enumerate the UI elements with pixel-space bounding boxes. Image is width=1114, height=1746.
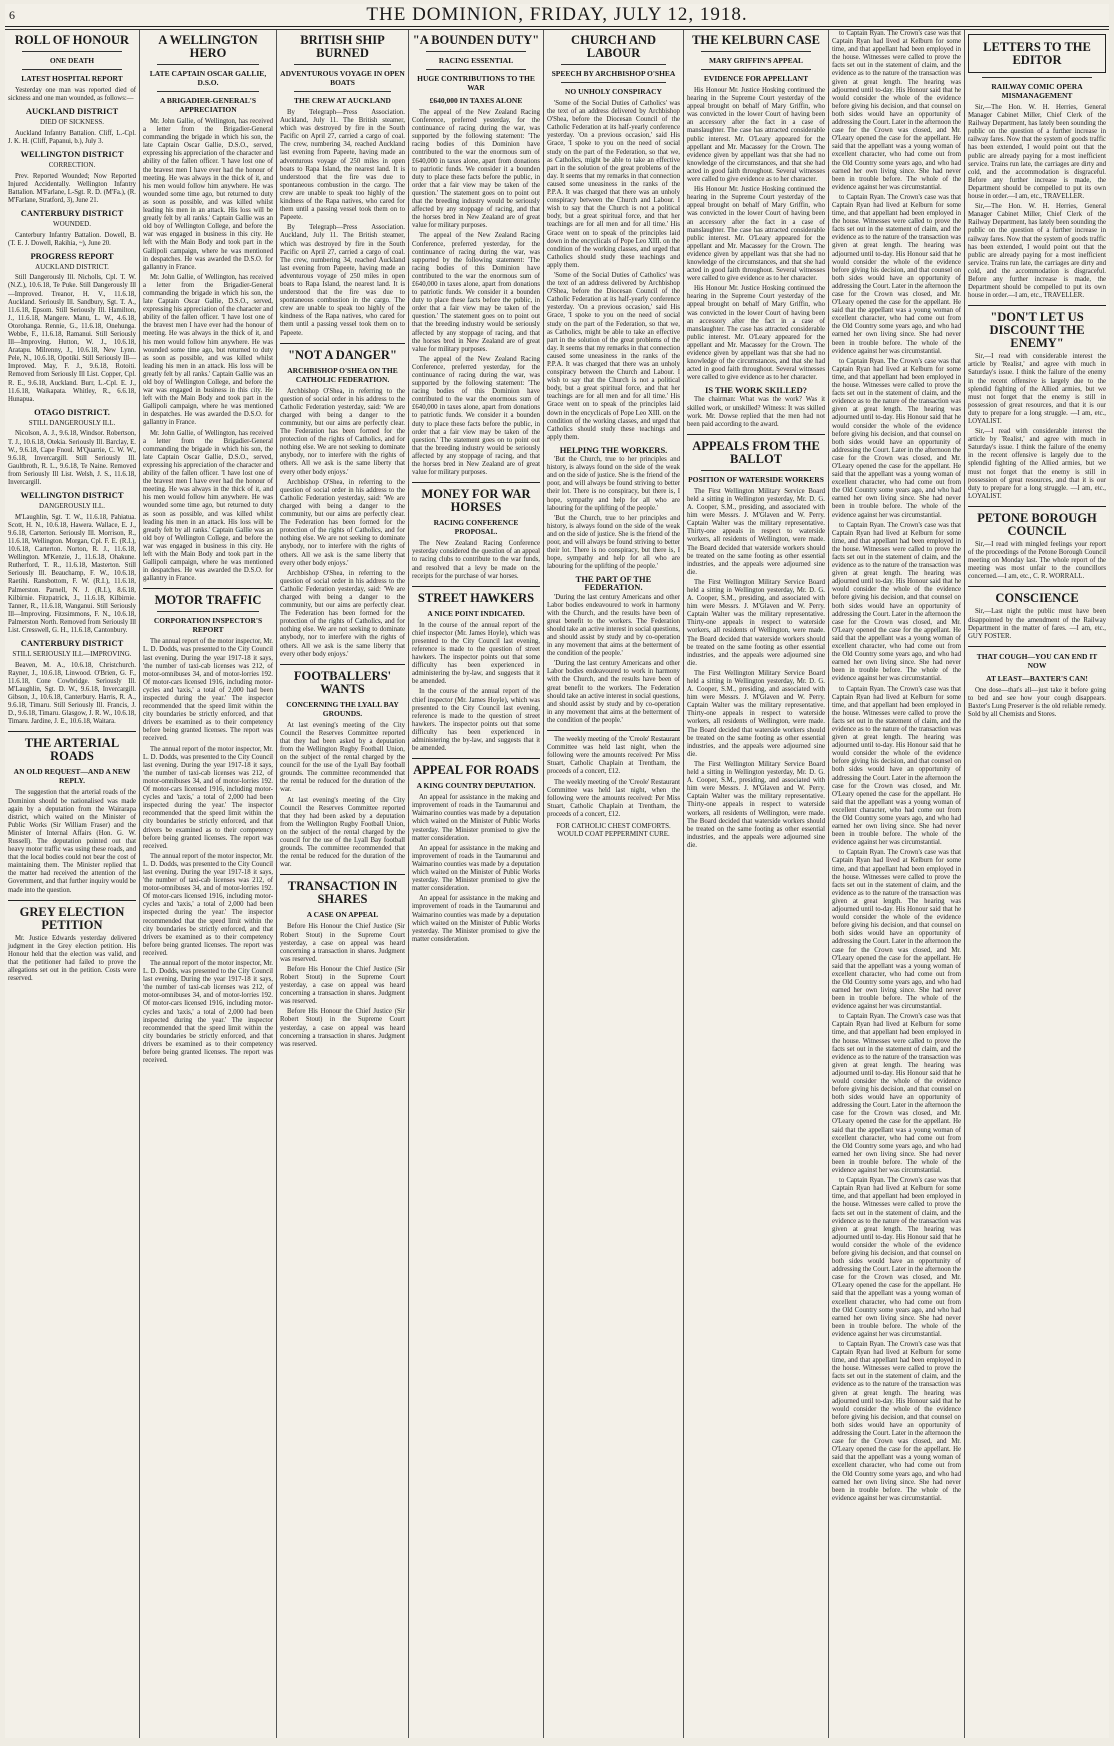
article-body: to Captain Ryan. The Crown's case was that Captain Ryan had lived at Kelburn for some time, and that appellant had been employed in the house. Witnesses were called to prove the facts set out in the statement of claim, and the evidence as to the nature of the transaction was given at great length. The hearing was adjourned until to-day. His Honour said that he would consider the whole of the evidence before giving his decision, and that counsel on both sides would have an opportunity of addressing the Court. Later in the afternoon the case for the Crown was closed, and Mr. O'Leary opened the case for the appellant. He said that the appellant was a young woman of excellent character, who had come out from the Old Country some years ago, and who had earned her own living since. She had never been in trouble before. The whole of the evidence against her was circumstantial. [832,685,961,847]
article-body: The annual report of the motor inspector, Mr. L. D. Dodds, was presented to the City Council last evening. During the year 1917-18 it says, 'the number of taxi-cab licenses was 212, of motor-omnibuses 34, and of motor-lorries 192. Of motor-cars licensed 1916, including motor-cycles and 'taxis,' a total of 2,000 had been inspected during the year.' The inspector recommended that the speed limit within the city boundaries be strictly enforced, and that drivers be examined as to their competency before being granted licenses. The report was received. [143,745,273,850]
article-body: Mr. Justice Edwards yesterday delivered judgment in the Grey election petition. His Honour held that the election was valid, and that the petitioner had failed to prove the allegations set out in the petition. Costs were reserved. [8,934,136,983]
article-body: 'But the Church, true to her principles and history, is always found on the side of the weak and on the side of justice. She is the friend of the poor, and will always be found striving to better their lot. There is no conspiracy, but there is, I hope, sympathy and help for all who are labouring for the uplifting of the people.' [547,514,680,571]
article-body: His Honour Mr. Justice Hosking continued the hearing in the Supreme Court yesterday of the appeal brought on behalf of Mary Griffin, who was convicted in the lower Court of having been an accessory after the fact in a case of manslaughter. The case has attracted considerable public interest. Mr. O'Leary appeared for the appellant and Mr. Macassey for the Crown. The evidence given by appellant was that she had no knowledge of the circumstances, and that she had acted in good faith throughout. Several witnesses were called to give evidence as to her character. [687,87,825,184]
article-body: His Honour Mr. Justice Hosking continued the hearing in the Supreme Court yesterday of the appeal brought on behalf of Mary Griffin, who was convicted in the lower Court of having been an accessory after the fact in a case of manslaughter. The case has attracted considerable public interest. Mr. O'Leary appeared for the appellant and Mr. Macassey for the Crown. The evidence given by appellant was that she had no knowledge of the circumstances, and that she had acted in good faith throughout. Several witnesses were called to give evidence as to her character. [687,186,825,283]
section-body: Canterbury Infantry Battalion. Dowell, B. (T. E. J. Dowell, Rakihia, ~), June 20. [8,231,136,247]
subhead: ARCHBISHOP O'SHEA ON THE CATHOLIC FEDERATION. [287,365,398,384]
headline: MONEY FOR WAR HORSES [421,487,531,515]
article-body: The weekly meeting of the 'Creole' Restaurant Committee was held last night, when the following were the amounts received: Per Miss Stuart, Catholic Chaplain at Trentham, the proceeds of a concert, £12. [547,736,680,776]
article-body: 'Some of the Social Duties of Catholics' was the text of an address delivered by Archbishop O'Shea, before the Diocesan Council of the Catholic Federation at its half-yearly conference yesterday. 'On a previous occasion,' said His Grace, 'I spoke to you on the need of social study on the part of the Federation, so that we, as Catholics, might be able to take an effective part in the solution of the great problems of the day. It seems that my remarks in that connection caused some uneasiness in the ranks of the P.P.A. It was charged that there was an unholy conspiracy between the Church and Labour. I wish to say that the Church is not a political body, but a great spiritual force, and that her teachings are for all men and for all time.' His Grace went on to speak of the principles laid down in the encyclicals of Pope Leo XIII. on the condition of the working classes, and urged that Catholics should study these teachings and apply them. [547,100,680,269]
article-body: The appeal of the New Zealand Racing Conference, preferred yesterday, for the continuance of racing during the war, was supported by the following statement: 'The racing bodies of this Dominion have contributed to the war the enormous sum of £640,000 in taxes alone, apart from donations to patriotic funds. We consider it a bounden duty to place these facts before the public, in order that a fair view may be taken of the question.' The statement goes on to point out that the breeding industry would be seriously affected by any stoppage of racing, and that the horses bred in New Zealand are of great value for military purposes. [412,355,540,477]
section-title: THE PART OF THE FEDERATION. [575,574,652,593]
headline: CHURCH AND LABOUR [570,33,657,60]
section-title: WELLINGTON DISTRICT [20,148,124,159]
caption: FOR CATHOLIC CHEST COMFORTS. WOULD COAT PEPPERMINT CURE. [556,821,671,839]
section-title: CANTERBURY DISTRICT [20,638,124,649]
newspaper-page [5,4,1109,1738]
advert-body: One dose—that's all—just take it before going to bed and see how your cough disappears. Baxter's Lung Preserver is the old reliable remedy. Sold by all Chemists and Stores. [968,686,1106,719]
subhead: ONE DEATH [49,56,95,65]
article-body: The First Wellington Military Service Board held a sitting in Wellington yesterday, Mr. D. G. A. Cooper, S.M., presiding, and associated with him were Messrs. J. M'Glaven and W. Perry. Captain Walter was the military representative. Thirty-one appeals in respect to waterside workers, all residents of Wellington, were made. The Board decided that waterside workers should be treated on the same footing as other essential industries, and the appeals were adjourned sine die. [687,578,825,667]
article-body: Mr. John Gallie, of Wellington, has received a letter from the Brigadier-General commanding the brigade in which his son, the late Captain Oscar Gallie, D.S.O., served, expressing his appreciation of the character and ability of the fallen officer. 'I have lost one of the bravest men I have ever had the honour of meeting. He was always in the thick of it, and his men would follow him anywhere. He was wounded some time ago, but returned to duty as soon as possible, and was killed whilst leading his men in an attack. His loss will be greatly felt by all ranks.' Captain Gallie was an old boy of Wellington College, and before the war was engaged in business in this city. He left with the Main Body and took part in the Gallipoli campaign, where he was mentioned in despatches. He was awarded the D.S.O. for gallantry in France. [143,118,273,271]
column-bounden-duty [409,30,544,1738]
section-title: PROGRESS REPORT [30,250,114,261]
article-body: The chairman: What was the work? Was it skilled work, or unskilled? Witness: It was skilled work. Mr. Dowse replied that the men had not been paid according to the award. [687,396,825,428]
article-body: 'But the Church, true to her principles and history, is always found on the side of the weak and on the side of justice. She is the friend of the poor, and will always be found striving to better their lot. There is no conspiracy, but there is, I hope, sympathy and help for all who are labouring for the uplifting of the people.' [547,456,680,512]
article-body: 'Some of the Social Duties of Catholics' was the text of an address delivered by Archbishop O'Shea, before the Diocesan Council of the Catholic Federation at its half-yearly conference yesterday. 'On a previous occasion,' said His Grace, 'I spoke to you on the need of social study on the part of the Federation, so that we, as Catholics, might be able to take an effective part in the solution of the great problems of the day. It seems that my remarks in that connection caused some uneasiness in the ranks of the P.P.A. It was charged that there was an unholy conspiracy between the Church and Labour. I wish to say that the Church is not a political body, but a great spiritual force, and that her teachings are for all men and for all time.' His Grace went on to speak of the principles laid down in the encyclicals of Pope Leo XIII. on the condition of the working classes, and urged that Catholics should study these teachings and apply them. [547,271,680,441]
headline: "A BOUNDEN DUTY" [412,33,540,47]
subhead: A NICE POINT INDICATED. [427,608,525,618]
headline: CONSCIENCE [995,591,1079,606]
headline: BRITISH SHIP BURNED [300,33,385,60]
section-sub: DANGEROUSLY ILL. [39,502,105,511]
article-body: By Telegraph—Press Association. Auckland, July 11. The British steamer, which was destroyed by fire in the South Pacific on April 27, carried a cargo of coal. The crew, numbering 34, reached Auckland last evening from Papeete, having made an adventurous voyage of 250 miles in open boats to Rapa Island, the nearest land. It is understood that the fire was due to spontaneous combustion in the cargo. The crew are unable to speak too highly of the kindness of the Rapa natives, who cared for them until a passing vessel took them on to Papeete. [280,224,405,337]
letter-body: Sir,—Last night the public must have been disappointed by the amendment of the Railway Department in the matter of fares. —I am, etc., GUY FOSTER. [968,608,1106,640]
section-sub: CORRECTION. [48,161,96,170]
article-body: to Captain Ryan. The Crown's case was that Captain Ryan had lived at Kelburn for some time, and that appellant had been employed in the house. Witnesses were called to prove the facts set out in the statement of claim, and the evidence as to the nature of the transaction was given at great length. The hearing was adjourned until to-day. His Honour said that he would consider the whole of the evidence before giving his decision, and that counsel on both sides would have an opportunity of addressing the Court. Later in the afternoon the case for the Crown was closed, and Mr. O'Leary opened the case for the appellant. He said that the appellant was a young woman of excellent character, who had come out from the Old Country some years ago, and who had earned her own living since. She had never been in trouble before. The whole of the evidence against her was circumstantial. [832,1341,961,1502]
subhead: A BRIGADIER-GENERAL'S APPRECIATION [159,96,257,114]
subhead: SPEECH BY ARCHBISHOP O'SHEA [551,69,676,78]
article-body: By Telegraph—Press Association. Auckland, July 11. The British steamer, which was destroyed by fire in the South Pacific on April 27, carried a cargo of coal. The crew, numbering 34, reached Auckland last evening from Papeete, having made an adventurous voyage of 250 miles in open boats to Rapa Island, the nearest land. It is understood that the fire was due to spontaneous combustion in the cargo. The crew are unable to speak too highly of the kindness of the Rapa natives, who cared for them until a passing vessel took them on to Papeete. [280,109,405,222]
subhead: EVIDENCE FOR APPELLANT [703,74,809,83]
section-title: IS THE WORK SKILLED? [705,385,807,396]
article-body: to Captain Ryan. The Crown's case was that Captain Ryan had lived at Kelburn for some time, and that appellant had been employed in the house. Witnesses were called to prove the facts set out in the statement of claim, and the evidence as to the nature of the transaction was given at great length. The hearing was adjourned until to-day. His Honour said that he would consider the whole of the evidence before giving his decision, and that counsel on both sides would have an opportunity of addressing the Court. Later in the afternoon the case for the Crown was closed, and Mr. O'Leary opened the case for the appellant. He said that the appellant was a young woman of excellent character, who had come out from the Old Country some years ago, and who had earned her own living since. She had never been in trouble before. The whole of the evidence against her was circumstantial. [832,1177,961,1338]
section-sub: AUCKLAND DISTRICT. [35,262,109,271]
article-body: At last evening's meeting of the City Council the Reserves Committee reported that they had been asked by a deputation from the Wellington Rugby Football Union, on the subject of the rental charged by the council for the use of the Lyall Bay football grounds. The committee recommended that the rental be reduced for the duration of the war. [280,721,405,794]
subhead: THE CREW AT AUCKLAND [294,96,391,105]
masthead-title: THE DOMINION, FRIDAY, JULY 12, 1918. [366,4,748,25]
article-body: The appeal of the New Zealand Racing Conference, preferred yesterday, for the continuance of racing during the war, was supported by the following statement: 'The racing bodies of this Dominion have contributed to the war the enormous sum of £640,000 in taxes alone, apart from donations to patriotic funds. We consider it a bounden duty to place these facts before the public, in order that a fair view may be taken of the question.' The statement goes on to point out that the breeding industry would be seriously affected by any stoppage of racing, and that the horses bred in New Zealand are of great value for military purposes. [412,232,540,353]
article-body: 'During the last century Americans and other Labor bodies endeavoured to work in harmony with the Church, and the results have been of great benefit to the workers. The Federation should take an active interest in social questions, and should assist by study and by co-operation in any movement that aims at the betterment of the condition of the people.' [547,660,680,724]
subhead: POSITION OF WATERSIDE WORKERS [688,474,824,484]
subhead: AN OLD REQUEST—AND A NEW REPLY. [13,767,131,786]
article-body: Mr. John Gallie, of Wellington, has received a letter from the Brigadier-General commanding the brigade in which his son, the late Captain Oscar Gallie, D.S.O., served, expressing his appreciation of the character and ability of the fallen officer. 'I have lost one of the bravest men I have ever had the honour of meeting. He was always in the thick of it, and his men would follow him anywhere. He was wounded some time ago, but returned to duty as soon as possible, and was killed whilst leading his men in an attack. His loss will be greatly felt by all ranks.' Captain Gallie was an old boy of Wellington College, and before the war was engaged in business in this city. He left with the Main Body and took part in the Gallipoli campaign, where he was mentioned in despatches. He was awarded the D.S.O. for gallantry in France. [143,429,273,583]
section-title: CANTERBURY DISTRICT [20,207,124,218]
article-body: The annual report of the motor inspector, Mr. L. D. Dodds, was presented to the City Council last evening. During the year 1917-18 it says, 'the number of taxi-cab licenses was 212, of motor-omnibuses 34, and of motor-lorries 192. Of motor-cars licensed 1916, including motor-cycles and 'taxis,' a total of 2,000 had been inspected during the year.' The inspector recommended that the speed limit within the city boundaries be strictly enforced, and that drivers be examined as to their competency before being granted licenses. The report was received. [143,960,273,1065]
section-sub: DIED OF SICKNESS. [40,118,104,127]
headline: THE ARTERIAL ROADS [24,736,120,764]
subhead: RACING ESSENTIAL [438,56,514,65]
letter-body: Sir,—The Hon. W. H. Herries, General Manager Cabinet Miller, Chief Clerk of the Railway Department, has lately been sounding the public on the question of a further increase in railway fares. Now that the system of goods traffic has been extended, I would point out that the public are already paying for a most inefficient service. Trains run late, the carriages are dirty and cold, and the accommodation is disgraceful. Before any further increase is made, the Department should be compelled to put its own house in order.—I am, etc., TRAVELLER. [968,104,1106,201]
headline: APPEALS FROM THE BALLOT [692,438,820,466]
article-body: The annual report of the motor inspector, Mr. L. D. Dodds, was presented to the City Council last evening. During the year 1917-18 it says, 'the number of taxi-cab licenses was 212, of motor-omnibuses 34, and of motor-lorries 192. Of motor-cars licensed 1916, including motor-cycles and 'taxis,' a total of 2,000 had been inspected during the year.' The inspector recommended that the speed limit within the city boundaries be strictly enforced, and that drivers be examined as to their competency before being granted licenses. The report was received. [143,852,273,957]
advert-headline: THAT COUGH—YOU CAN END IT NOW [976,651,1098,670]
section-sub: STILL SERIOUSLY ILL—IMPROVING. [12,650,132,659]
headline: LETTERS TO THE EDITOR [983,40,1091,67]
article-body: to Captain Ryan. The Crown's case was that Captain Ryan had lived at Kelburn for some time, and that appellant had been employed in the house. Witnesses were called to prove the facts set out in the statement of claim, and the evidence as to the nature of the transaction was given at great length. The hearing was adjourned until to-day. His Honour said that he would consider the whole of the evidence before giving his decision, and that counsel on both sides would have an opportunity of addressing the Court. Later in the afternoon the case for the Crown was closed, and Mr. O'Leary opened the case for the appellant. He said that the appellant was a young woman of excellent character, who had come out from the Old Country some years ago, and who had earned her own living since. She had never been in trouble before. The whole of the evidence against her was circumstantial. [832,193,961,355]
article-body: Archbishop O'Shea, in referring to the question of social order in his address to the Catholic Federation yesterday, said: 'We are charged with being a danger to the community, but our aims are perfectly clear. The Federation has been formed for the protection of the rights of Catholics, and for nothing else. We are not seeking to dominate anybody, nor to interfere with the rights of others. All we ask is the same liberty that every other body enjoys.' [280,569,405,658]
article-body: to Captain Ryan. The Crown's case was that Captain Ryan had lived at Kelburn for some time, and that appellant had been employed in the house. Witnesses were called to prove the facts set out in the statement of claim, and the evidence as to the nature of the transaction was given at great length. The hearing was adjourned until to-day. His Honour said that he would consider the whole of the evidence before giving his decision, and that counsel on both sides would have an opportunity of addressing the Court. Later in the afternoon the case for the Crown was closed, and Mr. O'Leary opened the case for the appellant. He said that the appellant was a young woman of excellent character, who had come out from the Old Country some years ago, and who had earned her own living since. She had never been in trouble before. The whole of the evidence against her was circumstantial. [832,849,961,1011]
headline: GREY ELECTION PETITION [19,904,125,932]
article-body: to Captain Ryan. The Crown's case was that Captain Ryan had lived at Kelburn for some time, and that appellant had been employed in the house. Witnesses were called to prove the facts set out in the statement of claim, and the evidence as to the nature of the transaction was given at great length. The hearing was adjourned until to-day. His Honour said that he would consider the whole of the evidence before giving his decision, and that counsel on both sides would have an opportunity of addressing the Court. Later in the afternoon the case for the Crown was closed, and Mr. O'Leary opened the case for the appellant. He said that the appellant was a young woman of excellent character, who had come out from the Old Country some years ago, and who had earned her own living since. She had never been in trouble before. The whole of the evidence against her was circumstantial. [832,357,961,519]
article-body: His Honour Mr. Justice Hosking continued the hearing in the Supreme Court yesterday of the appeal brought on behalf of Mary Griffin, who was convicted in the lower Court of having been an accessory after the fact in a case of manslaughter. The case has attracted considerable public interest. Mr. O'Leary appeared for the appellant and Mr. Macassey for the Crown. The evidence given by appellant was that she had no knowledge of the circumstances, and that she had acted in good faith throughout. Several witnesses were called to give evidence as to her character. [687,285,825,382]
article-body: At last evening's meeting of the City Council the Reserves Committee reported that they had been asked by a deputation from the Wellington Rugby Football Union, on the subject of the rental charged by the council for the use of the Lyall Bay football grounds. The committee recommended that the rental be reduced for the duration of the war. [280,796,405,869]
headline: MOTOR TRAFFIC [154,593,262,608]
headline: "DON'T LET US DISCOUNT THE ENEMY" [989,310,1085,351]
subhead: CONCERNING THE LYALL BAY GROUNDS. [286,699,399,718]
subhead: RACING CONFERENCE PROPOSAL. [433,518,519,537]
letter-body: Sir,—The Hon. W. H. Herries, General Manager Cabinet Miller, Chief Clerk of the Railway Department, has lately been sounding the public on the question of a further increase in railway fares. Now that the system of goods traffic has been extended, I would point out that the public are already paying for a most inefficient service. Trains run late, the carriages are dirty and cold, and the accommodation is disgraceful. Before any further increase is made, the Department should be compelled to put its own house in order.—I am, etc., TRAVELLER. [968,203,1106,300]
article-body: to Captain Ryan. The Crown's case was that Captain Ryan had lived at Kelburn for some time, and that appellant had been employed in the house. Witnesses were called to prove the facts set out in the statement of claim, and the evidence as to the nature of the transaction was given at great length. The hearing was adjourned until to-day. His Honour said that he would consider the whole of the evidence before giving his decision, and that counsel on both sides would have an opportunity of addressing the Court. Later in the afternoon the case for the Crown was closed, and Mr. O'Leary opened the case for the appellant. He said that the appellant was a young woman of excellent character, who had come out from the Old Country some years ago, and who had earned her own living since. She had never been in trouble before. The whole of the evidence against her was circumstantial. [832,1013,961,1175]
intro-text: Yesterday one man was reported died of sickness and one man wounded, as follows:— [8,87,136,103]
subhead: LATE CAPTAIN OSCAR GALLIE, D.S.O. [149,69,267,87]
article-body: The First Wellington Military Service Board held a sitting in Wellington yesterday, Mr. D. G. A. Cooper, S.M., presiding, and associated with him were Messrs. J. M'Glaven and W. Perry. Captain Walter was the military representative. Thirty-one appeals in respect to waterside workers, all residents of Wellington, were made. The Board decided that waterside workers should be treated on the same footing as other essential industries, and the appeals were adjourned sine die. [687,487,825,576]
subhead: CORPORATION INSPECTOR'S REPORT [153,616,263,635]
article-body: In the course of the annual report of the chief inspector (Mr. James Hoyle), which was presented to the City Council last evening, reference is made to the question of street hawkers. The inspector points out that some difficulty has been experienced in administering the by-law, and suggests that it be amended. [412,688,540,753]
section-body: Prev. Reported Wounded; Now Reported Injured Accidentally. Wellington Infantry Battalion. M'Farlane, L-Sgt. R. D. (M'Fa.), (R. M'Farlane, Stratford, 3), June 21. [8,172,136,204]
column-row [5,29,1109,1738]
article-body: to Captain Ryan. The Crown's case was that Captain Ryan had lived at Kelburn for some time, and that appellant had been employed in the house. Witnesses were called to prove the facts set out in the statement of claim, and the evidence as to the nature of the transaction was given at great length. The hearing was adjourned until to-day. His Honour said that he would consider the whole of the evidence before giving his decision, and that counsel on both sides would have an opportunity of addressing the Court. Later in the afternoon the case for the Crown was closed, and Mr. O'Leary opened the case for the appellant. He said that the appellant was a young woman of excellent character, who had come out from the Old Country some years ago, and who had earned her own living since. She had never been in trouble before. The whole of the evidence against her was circumstantial. [832,521,961,683]
subhead: NO UNHOLY CONSPIRACY [565,87,662,96]
section-title: WELLINGTON DISTRICT [20,490,124,501]
subhead: A KING COUNTRY DEPUTATION. [416,781,536,791]
article-body: In the course of the annual report of the chief inspector (Mr. James Hoyle), which was presented to the City Council last evening, reference is made to the question of street hawkers. The inspector points out that some difficulty has been experienced in administering the by-law, and suggests that it be amended. [412,621,540,686]
section-title: OTAGO DISTRICT. [34,406,110,417]
article-body: An appeal for assistance in the making and improvement of roads in the Taumarunui and Waimarino counties was made by a deputation which waited on the Minister of Public Works yesterday. The Minister promised to give the matter consideration. [412,844,540,893]
subhead: MARY GRIFFIN'S APPEAL [708,56,804,65]
column-kelburn-case [684,30,829,1738]
letters-header-box [968,34,1106,73]
column-church-labour [544,30,684,1738]
headline: TRANSACTION IN SHARES [287,879,398,907]
article-body: The annual report of the motor inspector, Mr. L. D. Dodds, was presented to the City Council last evening. During the year 1917-18 it says, 'the number of taxi-cab licenses was 212, of motor-omnibuses 34, and of motor-lorries 192. Of motor-cars licensed 1916, including motor-cycles and 'taxis,' a total of 2,000 had been inspected during the year.' The inspector recommended that the speed limit within the city boundaries be strictly enforced, and that drivers be examined as to their competency before being granted licenses. The report was received. [143,638,273,743]
subhead: HUGE CONTRIBUTIONS TO THE WAR [417,74,535,92]
column-british-ship [277,30,409,1738]
subhead: A CASE ON APPEAL [306,910,379,920]
column-kelburn-continued [829,30,965,1738]
letter-body: Sir,—I read with considerable interest the article by 'Realist,' and agree with much in Saturday's issue. I think the failure of the enemy in the recent offensive is largely due to the splendid fighting of the Allied armies, but we must not forget that the enemy is still in possession of great resources, and that it is our duty to prepare for a long struggle. —I am, etc., LOYALIST. [968,428,1106,500]
article-body: The appeal of the New Zealand Racing Conference, preferred yesterday, for the continuance of racing during the war, was supported by the following statement: 'The racing bodies of this Dominion have contributed to the war the enormous sum of £640,000 in taxes alone, apart from donations to patriotic funds. We consider it a bounden duty to place these facts before the public, in order that a fair view may be taken of the question.' The statement goes on to point out that the breeding industry would be seriously affected by any stoppage of racing, and that the horses bred in New Zealand are of great value for military purposes. [412,109,540,230]
article-body: Mr. John Gallie, of Wellington, has received a letter from the Brigadier-General commanding the brigade in which his son, the late Captain Oscar Gallie, D.S.O., served, expressing his appreciation of the character and ability of the fallen officer. 'I have lost one of the bravest men I have ever had the honour of meeting. He was always in the thick of it, and his men would follow him anywhere. He was wounded some time ago, but returned to duty as soon as possible, and was killed whilst leading his men in an attack. His loss will be greatly felt by all ranks.' Captain Gallie was an old boy of Wellington College, and before the war was engaged in business in this city. He left with the Main Body and took part in the Gallipoli campaign, where he was mentioned in despatches. He was awarded the D.S.O. for gallantry in France. [143,273,273,427]
section-body: M'Laughlin, Sgt. T. W., 11.6.18, Pahiatua. Scott, H. N., 10.6.18, Hawera. Wallace, E. J., 9.6.18, Carterton. Seriously Ill. Morrison, R., 11.6.18, Wellington. Morgan, Cpl. F. E. (R.I.), 10.6.18, Carterton. Norton, R. J., 11.6.18, Wellington. M'Kenzie, J., 11.6.18, Ohakune. Rutherford, T. R., 11.6.18, Masterton. Still Seriously Ill. Beauchamp, F. W., 10.6.18, Raetihi. Ransbottom, F. W. (R.I.), 11.6.18, Palmerston. Parnell, N. J. (R.I.), 8.6.18, Kilbirnie. Fitzpatrick, J., 11.6.18, Kilbirnie. Tanner, R., 11.6.18, Wanganui. Still Seriously Ill—Improving. Fitzsimmons, F. N., 10.6.18, Palmerston North. Removed from Seriously Ill List. Cresswell, G. H., 11.6.18, Cantonbury. [8,513,136,634]
article-body: Archbishop O'Shea, in referring to the question of social order in his address to the Catholic Federation yesterday, said: 'We are charged with being a danger to the community, but our aims are perfectly clear. The Federation has been formed for the protection of the rights of Catholics, and for nothing else. We are not seeking to dominate anybody, nor to interfere with the rights of others. All we ask is the same liberty that every other body enjoys.' [280,478,405,567]
headline: "NOT A DANGER" [288,347,397,362]
section-title: AUCKLAND DISTRICT [25,106,119,117]
page-number: 6 [9,7,15,22]
headline: PETONE BOROUGH COUNCIL [977,510,1097,538]
article-body: The weekly meeting of the 'Creole' Restaurant Committee was held last night, when the following were the amounts received: Per Miss Stuart, Catholic Chaplain at Trentham, the proceeds of a concert, £12. [547,778,680,818]
article-body: Archbishop O'Shea, in referring to the question of social order in his address to the Catholic Federation yesterday, said: 'We are charged with being a danger to the community, but our aims are perfectly clear. The Federation has been formed for the protection of the rights of Catholics, and for nothing else. We are not seeking to dominate anybody, nor to interfere with the rights of others. All we ask is the same liberty that every other body enjoys.' [280,387,405,476]
headline: STREET HAWKERS [417,590,535,605]
section-body: Nicolson, A. J., 9.6.18, Windsor. Robertson, T. J., 10.6.18, Otekia. Seriously Ill. Barclay, E. W., 9.6.18, Cape Fnoul. M'Quarrie, C. W. W., 9.6.18, Invercargill. Still Seriously Ill. Gaultbroth, R. L., 9.6.18, Te Naine. Removed from Seriously Ill List. Welsh, J. S., 11.6.18, Invercargill. [8,430,136,486]
masthead [5,4,1109,27]
subhead: RAILWAY COMIC OPERA MISMANAGEMENT [991,82,1083,100]
headline: A WELLINGTON HERO [158,33,258,60]
section-sub: STILL DANGEROUSLY ILL. [28,418,116,427]
subhead: ADVENTUROUS VOYAGE IN OPEN BOATS [280,69,405,87]
letter-body: Sir,—I read with mingled feelings your report of the proceedings of the Petone Borough Council meeting on Monday last. The whole report of the meeting was most unfair to the councillors concerned.—I am, etc., C. R. WORRALL. [968,540,1106,581]
article-body: An appeal for assistance in the making and improvement of roads in the Taumarunui and Waimarino counties was made by a deputation which waited on the Minister of Public Works yesterday. The Minister promised to give the matter consideration. [412,794,540,842]
section-title: HELPING THE WORKERS. [559,444,668,455]
section-body: Auckland Infantry Battalion. Cliff, L.-Cpl. J. K. H. (Cliff, Papanui, b.), July 3. [8,129,136,145]
section-sub: WOUNDED. [53,220,91,229]
article-body: The New Zealand Racing Conference yesterday considered the question of an appeal to racing clubs to contribute to the war funds, and resolved that a levy be made on the receipts for the purchase of war horses. [412,540,540,580]
column-wellington-hero [140,30,277,1738]
article-body: 'During the last century Americans and other Labor bodies endeavoured to work in harmony with the Church, and the results have been of great benefit to the workers. The Federation should take an active interest in social questions, and should assist by study and by co-operation in any movement that aims at the betterment of the condition of the people.' [547,593,680,658]
advert-subline: AT LEAST—BAXTER'S CAN! [986,673,1088,683]
column-roll-of-honour [5,30,140,1738]
subhead: LATEST HOSPITAL REPORT [21,74,123,83]
article-body: An appeal for assistance in the making and improvement of roads in the Taumarunui and Waimarino counties was made by a deputation which waited on the Minister of Public Works yesterday. The Minister promised to give the matter consideration. [412,895,540,943]
section-body: Beaven, M. A., 10.6.18, Christchurch. Rayner, J., 10.6.18, Linwood. O'Brien, G. F., 11.6.18, Cone Cowbridge. Seriously Ill. M'Laughlin, Sgt. D. W., 9.6.18, Invercargill. Gibson, J., 10.6.18, Canterbury. Harris, R. A., 9.6.18, Timaru. Still Seriously Ill. Francis, J. D., 9.6.18, Timaru. Glasgow, J. R. W., 10.6.18, Timaru. Jardine, J. E., 10.6.18, Waitara. [8,661,136,726]
headline: FOOTBALLERS' WANTS [293,668,392,696]
article-body: The First Wellington Military Service Board held a sitting in Wellington yesterday, Mr. D. G. A. Cooper, S.M., presiding, and associated with him were Messrs. J. M'Glaven and W. Perry. Captain Walter was the military representative. Thirty-one appeals in respect to waterside workers, all residents of Wellington, were made. The Board decided that waterside workers should be treated on the same footing as other essential industries, and the appeals were adjourned sine die. [687,669,825,758]
article-body: Before His Honour the Chief Justice (Sir Robert Stout) in the Supreme Court yesterday, a case on appeal was heard concerning a transaction in shares. Judgment was reserved. [280,1008,405,1048]
headline: ROLL OF HONOUR [14,33,130,47]
article-body: The First Wellington Military Service Board held a sitting in Wellington yesterday, Mr. D. G. A. Cooper, S.M., presiding, and associated with him were Messrs. J. M'Glaven and W. Perry. Captain Walter was the military representative. Thirty-one appeals in respect to waterside workers, all residents of Wellington, were made. The Board decided that waterside workers should be treated on the same footing as other essential industries, and the appeals were adjourned sine die. [687,760,825,849]
article-body: to Captain Ryan. The Crown's case was that Captain Ryan had lived at Kelburn for some time, and that appellant had been employed in the house. Witnesses were called to prove the facts set out in the statement of claim, and the evidence as to the nature of the transaction was given at great length. The hearing was adjourned until to-day. His Honour said that he would consider the whole of the evidence before giving his decision, and that counsel on both sides would have an opportunity of addressing the Court. Later in the afternoon the case for the Crown was closed, and Mr. O'Leary opened the case for the appellant. He said that the appellant was a young woman of excellent character, who had come out from the Old Country some years ago, and who had earned her own living since. She had never been in trouble before. The whole of the evidence against her was circumstantial. [832,30,961,191]
column-letters [965,30,1109,1738]
headline: APPEAL FOR ROADS [413,763,539,778]
subhead: £640,000 IN TAXES ALONE [429,96,523,105]
section-body: Still Dangerously Ill. Nicholls, Cpl. T. W. (N.Z.), 10.6.18, Te Puke. Still Dangerously Ill—Improved. Treanor, H. V., 11.6.18, Auckland. Seriously Ill. Sandbury, Sgt. T. A., 11.6.18, Epsom. Still Seriously Ill. Hamilton, J., 11.6.18, Mangere. Manu, L. W., 4.6.18, Otorohanga. Rennie, G., 11.6.18, Onehunga. Webbe, F., 11.6.18, Ramanui. Still Seriously Ill—Improving. Hutton, W. J., 10.6.18, Aratapu. Milrenny, J., 10.6.18, New Lynn. Pele, N., 10.6.18, Opotiki. Still Seriously Ill—Improved. May, F. J., 9.6.18, Rotoiti. Removed from Seriously Ill List. Copper, Cpl. R. E., 9.6.18, Auckland. Burr, L.-Cpl. E. J., 11.6.18, Waikapata. Whitley, R., 6.6.18, Hunapua. [8,274,136,403]
article-body: The suggestion that the arterial roads of the Dominion should be nationalised was made again by a deputation from the Wairarapa district, which waited on the Minister of Public Works (Sir William Fraser) and the Minister of Internal Affairs (Hon. G. W. Russell). The deputation pointed out that heavy motor traffic was using these roads, and that the local bodies could not bear the cost of maintaining them. The Minister replied that the matter had received the attention of the Government, and that further inquiry would be made into the question. [8,789,136,894]
letter-body: Sir,—I read with considerable interest the article by 'Realist,' and agree with much in Saturday's issue. I think the failure of the enemy in the recent offensive is largely due to the splendid fighting of the Allied armies, but we must not forget that the enemy is still in possession of great resources, and that it is our duty to prepare for a long struggle. —I am, etc., LOYALIST. [968,353,1106,425]
article-body: Before His Honour the Chief Justice (Sir Robert Stout) in the Supreme Court yesterday, a case on appeal was heard concerning a transaction in shares. Judgment was reserved. [280,923,405,963]
article-body: Before His Honour the Chief Justice (Sir Robert Stout) in the Supreme Court yesterday, a case on appeal was heard concerning a transaction in shares. Judgment was reserved. [280,965,405,1006]
headline: THE KELBURN CASE [692,33,820,47]
